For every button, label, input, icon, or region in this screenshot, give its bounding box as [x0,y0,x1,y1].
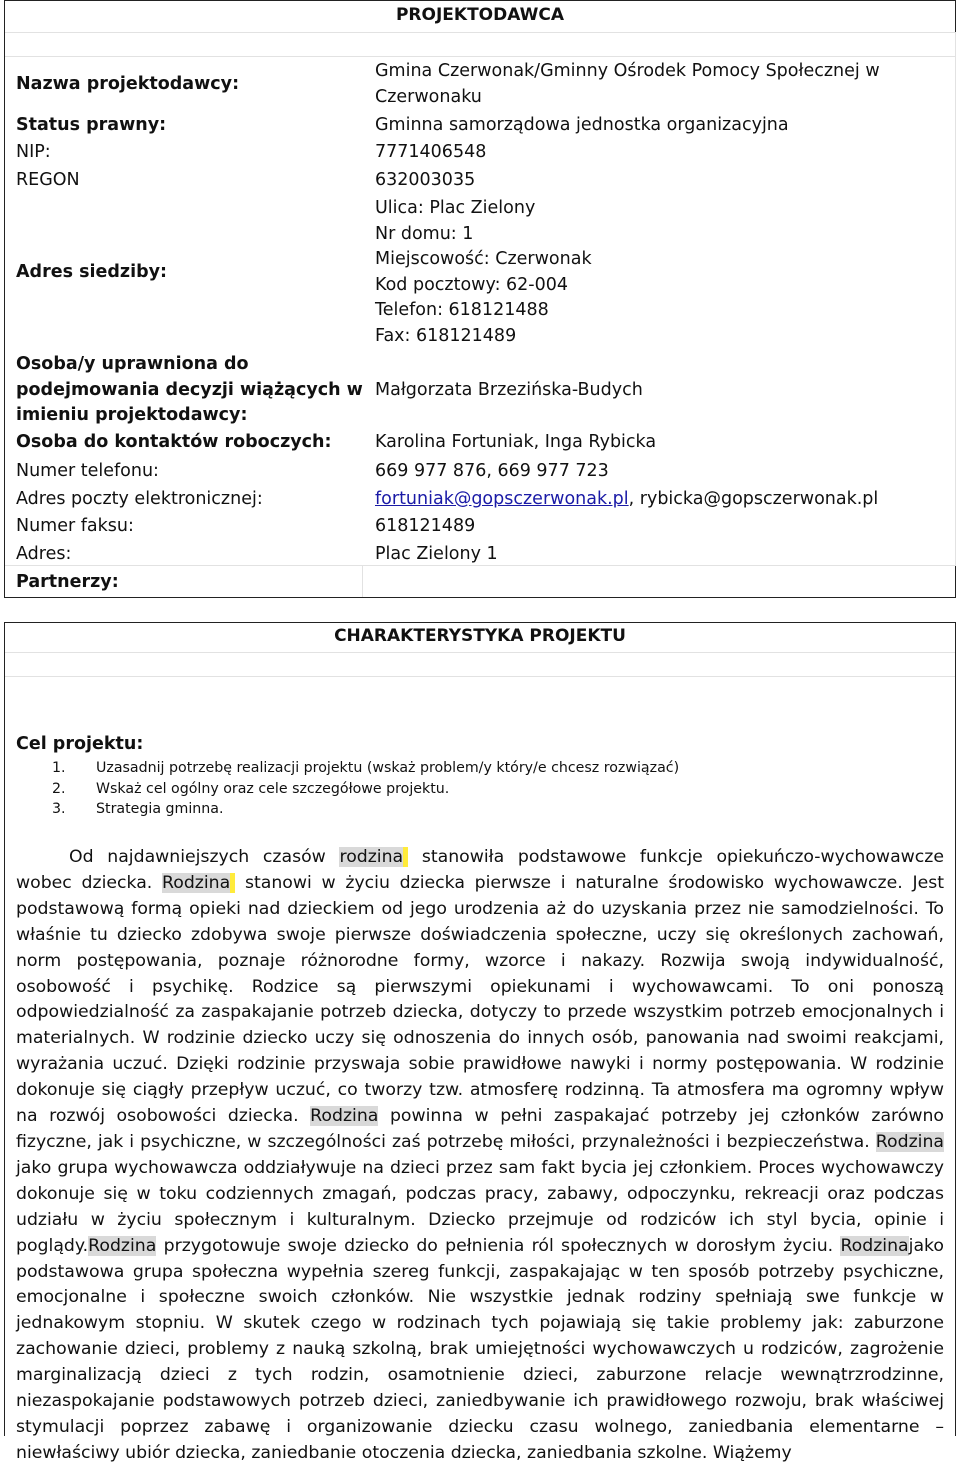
label-adres: Adres: [16,544,72,564]
label-osoba-kontakt: Osoba do kontaktów roboczych: [16,432,332,452]
value-adres: Plac Zielony 1 [375,544,498,564]
label-regon: REGON [16,170,80,190]
highlight-rodzina: Rodzina [840,1235,909,1256]
label-nip: NIP: [16,142,51,162]
goal-item: 3. Strategia gminna. [52,801,224,818]
goal-item: 2. Wskaż cel ogólny oraz cele szczegółowe projektu. [52,780,450,797]
value-adres-siedziby: Ulica: Plac Zielony Nr domu: 1 Miejscowość: Czerwonak Kod pocztowy: 62-004 Telefon: 618121488 Fax: 618121489 [375,198,592,346]
body-paragraph: Od najdawniejszych czasów rodzina stanowiła podstawowe funkcje opiekuńczo-wychowawcze wobec dziecka. Rodzina stanowi w życiu dziecka pierwsze i naturalne środowisko wychowawcze. Jest podstawową formą opieki nad dzieckiem od jego urodzenia aż do uzyskania przez nie samodzielności. To właśnie tu dziecko zdobywa swoje pierwsze doświadczenia społeczne, uczy się określonych zachowań, norm postępowania, poznaje różnorodne formy, wzorce i nakazy. Rozwija swoją indywidualność, osobowość i psychikę. Rodzice są pierwszymi opiekunami i wychowawcami. To oni ponoszą odpowiedzialność za zaspakajanie potrzeb dziecka, dotyczy to przede wszystkim potrzeb emocjonalnych i materialnych. W rodzinie dziecko uczy się odnoszenia do innych osób, panowania nad swoimi reakcjami, wyrażania uczuć. Dzięki rodzinie przyswaja sobie prawidłowe nawyki i normy postępowania. W rodzinie dokonuje się ciągły przepływ uczuć, co tworzy tzw. atmosferę rodzinną. Ta atmosfera ma ogromny wpływ na rozwój osobowości dziecka. Rodzina powinna w pełni zaspakajać potrzeby jej członków zarówno fizyczne, jak i psychiczne, w szczególności zaś potrzebę miłości, przynależności i bezpieczeństwa. Rodzina jako grupa wychowawcza oddziaływuje na dzieci przez sam fakt bycia jej członkiem. Proces wychowawczy dokonuje się w toku codziennych zmagań, podczas pracy, zabawy, odpoczynku, rekreacji oraz podczas udziału w życiu społecznym i kulturalnym. Dziecko przejmuje od rodziców ich styl bycia, opinie i poglądy.Rodzina przygotowuje swoje dziecko do pełnienia ról społecznych w dorosłym życiu. Rodzinajako podstawowa grupa społeczna wypełnia szereg funkcji, zaspakajając w ten sposób potrzeby psychiczne, emocjonalne i społeczne swoich członków. Nie wszystkie jednak rodziny spełniają swe funkcje w jednakowym stopniu. W skutek czego w rodzinach tych pojawiają się takie problemy jak: zaburzone zachowanie dzieci, problemy z nauką szkolną, brak umiejętności wychowawczych u rodziców, zagrożenie marginalizacją dzieci z tych rodzin, osamotnienie dzieci, zaburzone relacje wewnątrzrodzinne, niezaspokajanie podstawowych potrzeb dzieci, zaniedbywanie ich prawidłowego rozwoju, brak właściwej stymulacji poprzez zabawę i organizowanie dziecku czasu wolnego, zaniedbania elementarne – niewłaściwy ubiór dziecka, zaniedbanie otoczenia dziecka, zaniedbania szkolne. Wiążemy [16,847,945,1463]
highlight-rodzina: Rodzina [875,1131,944,1152]
value-status: Gminna samorządowa jednostka organizacyjna [375,115,789,135]
value-regon: 632003035 [375,170,476,190]
highlight-rodzina: Rodzina [88,1235,157,1256]
highlight-rodzina: Rodzina [162,873,235,893]
goal-item: 1. Uzasadnij potrzebę realizacji projektu (wskaż problem/y który/e chcesz rozwiązać) [52,760,680,776]
label-adres-siedziby: Adres siedziby: [16,262,168,282]
label-nazwa: Nazwa projektodawcy: [16,74,240,94]
highlight-rodzina: rodzina [339,847,408,867]
value-email [375,487,878,513]
highlight-rodzina: Rodzina [310,1106,379,1127]
label-faks: Numer faksu: [16,516,134,536]
label-email: Adres poczty elektronicznej: [16,489,263,509]
email-link-fortuniak[interactable]: fortuniak@gopsczerwonak.pl [375,489,629,509]
charakterystyka-title: CHARAKTERYSTYKA PROJEKTU [334,626,626,646]
label-partnerzy: Partnerzy: [16,572,119,592]
body-text [16,845,944,1467]
goal-list [48,758,679,820]
value-nip: 7771406548 [375,142,487,162]
value-telefon: 669 977 876, 669 977 723 [375,461,609,481]
value-nazwa: Gmina Czerwonak/Gminny Ośrodek Pomocy Społecznej w Czerwonaku [375,61,880,107]
projektodawca-title: PROJEKTODAWCA [395,5,565,25]
value-faks: 618121489 [375,516,476,536]
label-osoba-uprawniona: Osoba/y uprawniona do podejmowania decyzji wiążących w imieniu projektodawcy: [16,354,363,425]
goal-title: Cel projektu: [16,734,144,754]
label-telefon: Numer telefonu: [16,461,159,481]
label-status: Status prawny: [16,115,167,135]
value-osoba-kontakt: Karolina Fortuniak, Inga Rybicka [375,432,657,452]
value-osoba-uprawniona: Małgorzata Brzezińska-Budych [375,380,643,400]
email-rest: , rybicka@gopsczerwonak.pl [628,489,879,509]
